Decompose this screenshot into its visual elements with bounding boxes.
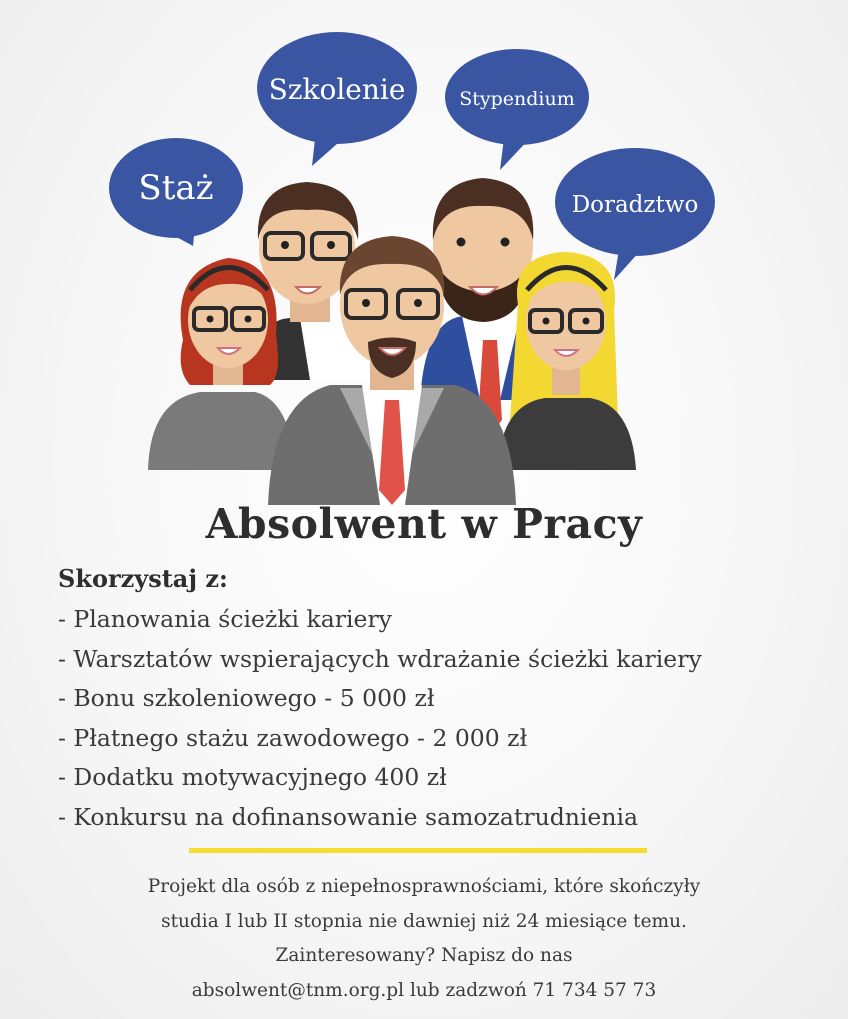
yellow-divider <box>189 848 647 853</box>
footer-info <box>0 873 848 1011</box>
bubble-label-doradztwo: Doradztwo <box>571 192 699 218</box>
benefit-item: - Warsztatów wspierających wdrażanie ścieżki kariery <box>58 644 702 673</box>
person-right-woman <box>498 252 636 470</box>
speech-bubble-staz <box>109 138 243 246</box>
benefit-item: - Planowania ścieżki kariery <box>58 605 392 633</box>
footer-line: Zainteresowany? Napisz do nas <box>275 945 573 966</box>
bubble-label-staz: Staż <box>138 168 214 208</box>
benefit-item: - Płatnego stażu zawodowego - 2 000 zł <box>58 723 528 752</box>
benefit-item: - Konkursu na dofinansowanie samozatrudnienia <box>58 802 638 831</box>
speech-bubble-szkolenie <box>257 32 417 166</box>
benefits-heading: Skorzystaj z: <box>58 564 228 593</box>
person-left-woman <box>148 258 296 470</box>
page-title: Absolwent w Pracy <box>205 500 643 548</box>
benefits-list <box>58 603 702 840</box>
bubble-label-szkolenie: Szkolenie <box>268 73 406 106</box>
footer-contact: absolwent@tnm.org.pl lub zadzwoń 71 734 57 73 <box>191 979 657 1001</box>
speech-bubble-stypendium <box>445 49 589 170</box>
benefit-item: - Bonu szkoleniowego - 5 000 zł <box>58 684 435 712</box>
footer-line: studia I lub II stopnia nie dawniej niż 24 miesiące temu. <box>161 910 687 932</box>
bubble-label-stypendium: Stypendium <box>459 88 575 110</box>
footer-line: Projekt dla osób z niepełnosprawnościami, które skończyły <box>147 876 701 897</box>
benefit-item: - Dodatku motywacyjnego 400 zł <box>58 763 447 791</box>
